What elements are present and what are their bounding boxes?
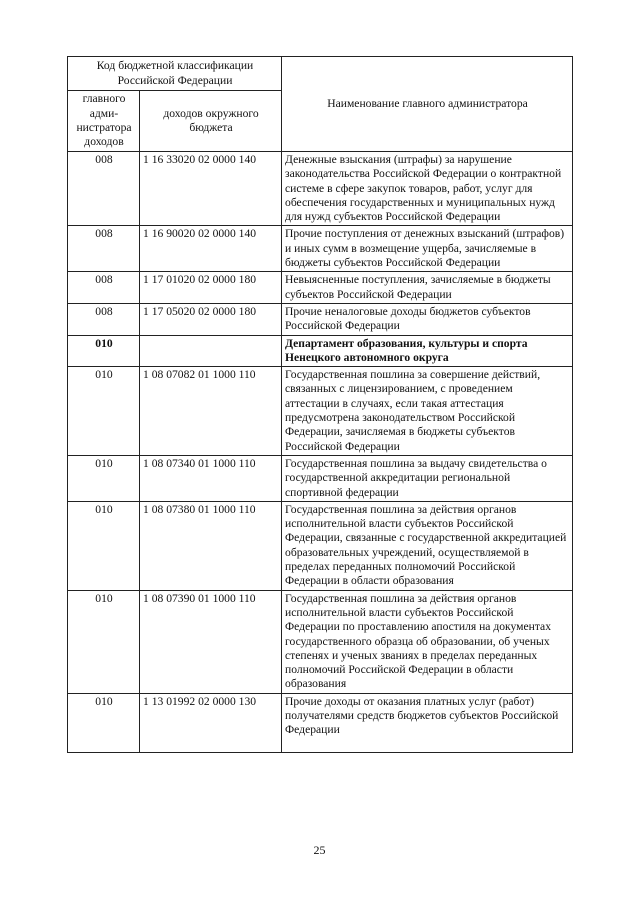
income-code (140, 335, 282, 367)
header-admin-col: главного адми-нистратора доходов (68, 91, 140, 152)
admin-code: 010 (68, 693, 140, 752)
administrator-name: Прочие неналоговые доходы бюджетов субъектов Российской Федерации (282, 303, 573, 335)
table-row (68, 590, 573, 693)
table-row-section-header (68, 335, 573, 367)
table-row (68, 152, 573, 226)
header-row-group (68, 57, 573, 91)
administrator-name: Государственная пошлина за выдачу свидетельства о государственной аккредитации региональной спортивной федерации (282, 455, 573, 501)
administrator-name: Государственная пошлина за действия органов исполнительной власти субъектов Российской Федерации, связанные с государственной аккредитацией образовательных учреждений, осуществляемой в пределах переданных полномочий Российской Федерации в области образования (282, 501, 573, 590)
table-row (68, 501, 573, 590)
administrator-name: Невыясненные поступления, зачисляемые в бюджеты субъектов Российской Федерации (282, 272, 573, 304)
admin-code: 008 (68, 226, 140, 272)
income-code: 1 16 90020 02 0000 140 (140, 226, 282, 272)
table-row (68, 272, 573, 304)
administrator-name: Прочие поступления от денежных взысканий (штрафов) и иных сумм в возмещение ущерба, зачисляемые в бюджеты субъектов Российской Федерации (282, 226, 573, 272)
income-code: 1 08 07390 01 1000 110 (140, 590, 282, 693)
table-row (68, 226, 573, 272)
admin-code: 010 (68, 455, 140, 501)
income-code: 1 08 07340 01 1000 110 (140, 455, 282, 501)
income-code: 1 08 07082 01 1000 110 (140, 367, 282, 456)
administrator-name: Государственная пошлина за действия органов исполнительной власти субъектов Российской Федерации по проставлению апостиля на документах государственного образца об образовании, об ученых степенях и ученых званиях в пределах переданных полномочий Российской Федерации в области образования (282, 590, 573, 693)
admin-code: 008 (68, 152, 140, 226)
income-code: 1 17 01020 02 0000 180 (140, 272, 282, 304)
administrator-name: Денежные взыскания (штрафы) за нарушение законодательства Российской Федерации о контрактной системе в сфере закупок товаров, работ, услуг для обеспечения государственных и муниципальных нужд для нужд субъектов Российской Федерации (282, 152, 573, 226)
administrator-name: Департамент образования, культуры и спорта Ненецкого автономного округа (282, 335, 573, 367)
admin-code: 010 (68, 501, 140, 590)
header-income-col: доходов окружного бюджета (140, 91, 282, 152)
admin-code: 010 (68, 335, 140, 367)
admin-code: 008 (68, 303, 140, 335)
header-group-label: Код бюджетной классификации Российской Федерации (68, 57, 282, 91)
income-code: 1 17 05020 02 0000 180 (140, 303, 282, 335)
table-row (68, 693, 573, 752)
administrator-name: Государственная пошлина за совершение действий, связанных с лицензированием, с проведением аттестации в случаях, если такая аттестация предусмотрена законодательством Российской Федерации, зачисляемая в бюджеты субъектов Российской Федерации (282, 367, 573, 456)
table-row (68, 367, 573, 456)
income-code: 1 16 33020 02 0000 140 (140, 152, 282, 226)
table-row (68, 303, 573, 335)
admin-code: 008 (68, 272, 140, 304)
budget-classification-table (67, 56, 573, 753)
admin-code: 010 (68, 367, 140, 456)
income-code: 1 13 01992 02 0000 130 (140, 693, 282, 752)
administrator-name: Прочие доходы от оказания платных услуг (работ) получателями средств бюджетов субъектов Российской Федерации (282, 693, 573, 752)
table-row (68, 455, 573, 501)
header-name-col: Наименование главного администратора (282, 57, 573, 152)
income-code: 1 08 07380 01 1000 110 (140, 501, 282, 590)
admin-code: 010 (68, 590, 140, 693)
page-number: 25 (313, 843, 326, 857)
